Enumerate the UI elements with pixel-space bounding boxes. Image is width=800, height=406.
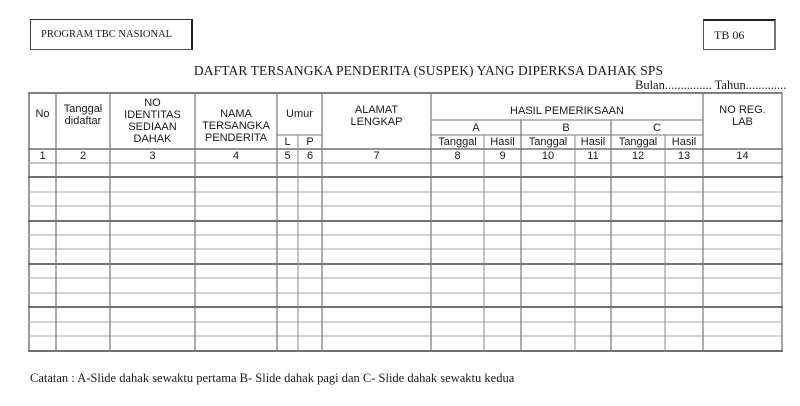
table-cell[interactable]	[322, 221, 431, 235]
column-number-9: 9	[499, 150, 506, 162]
table-cell[interactable]	[431, 221, 484, 235]
table-cell[interactable]	[431, 322, 484, 336]
table-cell[interactable]	[611, 177, 665, 192]
table-cell[interactable]	[110, 278, 195, 293]
column-number-13: 13	[677, 150, 691, 162]
table-cell[interactable]	[611, 235, 665, 249]
table-cell[interactable]	[665, 221, 703, 235]
table-cell[interactable]	[195, 322, 277, 336]
table-cell[interactable]	[195, 264, 277, 278]
table-cell[interactable]	[110, 163, 195, 177]
table-cell[interactable]	[56, 278, 110, 293]
table-cell[interactable]	[322, 235, 431, 249]
table-cell[interactable]	[575, 163, 611, 177]
table-cell[interactable]	[575, 221, 611, 235]
table-cell[interactable]	[195, 336, 277, 351]
column-number-14: 14	[736, 150, 749, 162]
table-cell[interactable]	[665, 307, 703, 322]
column-number-8: 8	[454, 150, 461, 162]
col-header-no-reg-lab: NO REG. LAB	[719, 104, 766, 128]
column-number-10: 10	[541, 150, 555, 162]
table-cell[interactable]	[298, 235, 322, 249]
table-cell[interactable]	[322, 322, 431, 336]
col-header-tanggal-a: Tanggal	[438, 136, 477, 148]
table-cell[interactable]	[298, 322, 322, 336]
table-cell[interactable]	[665, 163, 703, 177]
table-cell[interactable]	[484, 192, 521, 206]
table-cell[interactable]	[484, 221, 521, 235]
table-cell[interactable]	[703, 163, 782, 177]
table-cell[interactable]	[322, 264, 431, 278]
table-cell[interactable]	[298, 206, 322, 221]
table-cell[interactable]	[56, 235, 110, 249]
table-cell[interactable]	[277, 249, 298, 264]
col-header-nama: NAMA TERSANGKA PENDERITA	[202, 108, 270, 144]
table-cell[interactable]	[29, 249, 56, 264]
table-cell[interactable]	[575, 235, 611, 249]
table-cell[interactable]	[611, 206, 665, 221]
table-cell[interactable]	[277, 307, 298, 322]
table-cell[interactable]	[29, 235, 56, 249]
col-header-group-b: B	[562, 121, 570, 134]
period-fields[interactable]: Bulan............... Tahun.............	[635, 78, 787, 92]
table-cell[interactable]	[431, 264, 484, 278]
table-cell[interactable]	[322, 278, 431, 293]
table-cell[interactable]	[56, 163, 110, 177]
table-cell[interactable]	[521, 192, 575, 206]
table-cell[interactable]	[322, 192, 431, 206]
table-cell[interactable]	[611, 163, 665, 177]
col-header-alamat: ALAMAT LENGKAP	[350, 104, 403, 128]
table-cell[interactable]	[277, 177, 298, 192]
table-cell[interactable]	[703, 221, 782, 235]
col-header-umur-l: L	[284, 136, 291, 148]
table-cell[interactable]	[665, 293, 703, 307]
table-cell[interactable]	[195, 192, 277, 206]
table-cell[interactable]	[703, 249, 782, 264]
table-cell[interactable]	[611, 278, 665, 293]
table-cell[interactable]	[484, 264, 521, 278]
table-cell[interactable]	[56, 307, 110, 322]
col-header-tanggal-c: Tanggal	[618, 136, 658, 148]
table-cell[interactable]	[298, 293, 322, 307]
table-cell[interactable]	[484, 293, 521, 307]
table-cell[interactable]	[110, 307, 195, 322]
table-cell[interactable]	[298, 278, 322, 293]
col-header-hasil-c: Hasil	[671, 136, 697, 148]
table-cell[interactable]	[484, 249, 521, 264]
table-cell[interactable]	[611, 264, 665, 278]
table-cell[interactable]	[521, 249, 575, 264]
column-number-6: 6	[306, 150, 314, 162]
table-cell[interactable]	[56, 177, 110, 192]
table-cell[interactable]	[431, 206, 484, 221]
col-header-group-c: C	[653, 121, 661, 134]
col-header-hasil-pemeriksaan: HASIL PEMERIKSAAN	[510, 104, 624, 117]
table-cell[interactable]	[29, 322, 56, 336]
table-cell[interactable]	[110, 177, 195, 192]
table-cell[interactable]	[298, 221, 322, 235]
table-cell[interactable]	[521, 235, 575, 249]
table-cell[interactable]	[110, 264, 195, 278]
table-cell[interactable]	[665, 322, 703, 336]
table-cell[interactable]	[56, 264, 110, 278]
table-cell[interactable]	[521, 278, 575, 293]
table-cell[interactable]	[575, 249, 611, 264]
table-cell[interactable]	[110, 192, 195, 206]
table-cell[interactable]	[431, 177, 484, 192]
table-cell[interactable]	[484, 206, 521, 221]
table-cell[interactable]	[611, 249, 665, 264]
table-cell[interactable]	[110, 249, 195, 264]
col-header-tanggal-didaftar: Tanggal didaftar	[63, 103, 103, 127]
table-cell[interactable]	[56, 293, 110, 307]
table-cell[interactable]	[611, 307, 665, 322]
table-cell[interactable]	[277, 336, 298, 351]
table-cell[interactable]	[29, 192, 56, 206]
table-cell[interactable]	[521, 336, 575, 351]
table-cell[interactable]	[277, 264, 298, 278]
table-cell[interactable]	[484, 336, 521, 351]
table-cell[interactable]	[431, 336, 484, 351]
table-cell[interactable]	[195, 206, 277, 221]
table-cell[interactable]	[703, 235, 782, 249]
table-cell[interactable]	[298, 192, 322, 206]
column-number-12: 12	[631, 150, 645, 162]
table-cell[interactable]	[277, 206, 298, 221]
table-cell[interactable]	[575, 307, 611, 322]
table-cell[interactable]	[195, 307, 277, 322]
col-header-group-a: A	[472, 121, 480, 134]
table-cell[interactable]	[431, 192, 484, 206]
table-cell[interactable]	[110, 336, 195, 351]
table-cell[interactable]	[703, 336, 782, 351]
col-header-umur: Umur	[286, 108, 313, 120]
form-title: DAFTAR TERSANGKA PENDERITA (SUSPEK) YANG DIPERKSA DAHAK SPS	[193, 63, 664, 78]
column-number-3: 3	[149, 150, 156, 162]
table-cell[interactable]	[665, 177, 703, 192]
table-cell[interactable]	[195, 177, 277, 192]
table-cell[interactable]	[665, 278, 703, 293]
table-cell[interactable]	[484, 235, 521, 249]
table-cell[interactable]	[431, 293, 484, 307]
table-cell[interactable]	[29, 177, 56, 192]
table-cell[interactable]	[575, 177, 611, 192]
table-cell[interactable]	[665, 336, 703, 351]
table-cell[interactable]	[298, 264, 322, 278]
table-cell[interactable]	[431, 278, 484, 293]
table-cell[interactable]	[110, 293, 195, 307]
table-cell[interactable]	[195, 293, 277, 307]
table-cell[interactable]	[521, 177, 575, 192]
table-cell[interactable]	[703, 293, 782, 307]
program-label: PROGRAM TBC NASIONAL	[41, 29, 173, 40]
table-cell[interactable]	[195, 249, 277, 264]
table-cell[interactable]	[29, 264, 56, 278]
table-cell[interactable]	[521, 322, 575, 336]
table-cell[interactable]	[575, 264, 611, 278]
table-cell[interactable]	[484, 322, 521, 336]
col-header-no: No	[35, 108, 50, 120]
table-cell[interactable]	[29, 163, 56, 177]
table-cell[interactable]	[521, 264, 575, 278]
table-cell[interactable]	[29, 278, 56, 293]
table-cell[interactable]	[611, 336, 665, 351]
table-cell[interactable]	[665, 249, 703, 264]
table-cell[interactable]	[110, 322, 195, 336]
column-number-2: 2	[79, 150, 87, 162]
col-header-hasil-a: Hasil	[490, 136, 515, 148]
table-cell[interactable]	[298, 336, 322, 351]
column-number-4: 4	[232, 150, 240, 162]
table-cell[interactable]	[195, 221, 277, 235]
table-cell[interactable]	[29, 307, 56, 322]
table-cell[interactable]	[110, 206, 195, 221]
table-cell[interactable]	[298, 163, 322, 177]
table-cell[interactable]	[665, 192, 703, 206]
table-cell[interactable]	[611, 293, 665, 307]
table-cell[interactable]	[484, 163, 521, 177]
table-cell[interactable]	[431, 249, 484, 264]
table-cell[interactable]	[703, 307, 782, 322]
table-cell[interactable]	[431, 307, 484, 322]
table-cell[interactable]	[195, 163, 277, 177]
table-cell[interactable]	[431, 235, 484, 249]
table-cell[interactable]	[484, 307, 521, 322]
table-cell[interactable]	[521, 293, 575, 307]
table-cell[interactable]	[29, 336, 56, 351]
table-cell[interactable]	[521, 221, 575, 235]
table-cell[interactable]	[611, 192, 665, 206]
table-cell[interactable]	[611, 221, 665, 235]
table-cell[interactable]	[322, 307, 431, 322]
table-cell[interactable]	[56, 249, 110, 264]
table-cell[interactable]	[29, 221, 56, 235]
table-cell[interactable]	[322, 163, 431, 177]
table-cell[interactable]	[277, 221, 298, 235]
table-cell[interactable]	[665, 264, 703, 278]
table-cell[interactable]	[575, 336, 611, 351]
col-header-no-identitas: NO IDENTITAS SEDIAAN DAHAK	[124, 97, 181, 145]
table-cell[interactable]	[56, 221, 110, 235]
table-cell[interactable]	[29, 206, 56, 221]
table-cell[interactable]	[29, 293, 56, 307]
table-cell[interactable]	[703, 278, 782, 293]
table-cell[interactable]	[665, 235, 703, 249]
table-cell[interactable]	[298, 307, 322, 322]
table-cell[interactable]	[575, 293, 611, 307]
table-cell[interactable]	[703, 264, 782, 278]
table-cell[interactable]	[110, 221, 195, 235]
table-cell[interactable]	[298, 177, 322, 192]
table-cell[interactable]	[56, 322, 110, 336]
table-cell[interactable]	[703, 192, 782, 206]
table-cell[interactable]	[277, 293, 298, 307]
table-cell[interactable]	[322, 206, 431, 221]
table-cell[interactable]	[521, 307, 575, 322]
table-cell[interactable]	[195, 235, 277, 249]
table-cell[interactable]	[322, 249, 431, 264]
table-cell[interactable]	[277, 235, 298, 249]
table-cell[interactable]	[575, 322, 611, 336]
table-cell[interactable]	[521, 163, 575, 177]
table-cell[interactable]	[277, 163, 298, 177]
table-cell[interactable]	[575, 192, 611, 206]
table-cell[interactable]	[665, 206, 703, 221]
table-cell[interactable]	[703, 177, 782, 192]
table-cell[interactable]	[277, 192, 298, 206]
form-code: TB 06	[714, 27, 745, 42]
table-cell[interactable]	[575, 206, 611, 221]
col-header-hasil-b: Hasil	[580, 136, 606, 148]
table-cell[interactable]	[322, 177, 431, 192]
footnote: Catatan : A-Slide dahak sewaktu pertama B- Slide dahak pagi dan C- Slide dahak sewaktu kedua	[30, 371, 515, 385]
table-cell[interactable]	[195, 278, 277, 293]
column-number-11: 11	[587, 150, 599, 162]
table-cell[interactable]	[110, 235, 195, 249]
column-number-1: 1	[39, 150, 46, 162]
table-cell[interactable]	[611, 322, 665, 336]
table-cell[interactable]	[277, 322, 298, 336]
table-cell[interactable]	[575, 278, 611, 293]
table-cell[interactable]	[56, 336, 110, 351]
table-cell[interactable]	[431, 163, 484, 177]
column-number-7: 7	[373, 150, 380, 162]
table-cell[interactable]	[277, 278, 298, 293]
table-cell[interactable]	[521, 206, 575, 221]
table-cell[interactable]	[703, 206, 782, 221]
table-cell[interactable]	[298, 249, 322, 264]
table-cell[interactable]	[703, 322, 782, 336]
col-header-tanggal-b: Tanggal	[528, 136, 568, 148]
table-cell[interactable]	[484, 177, 521, 192]
table-cell[interactable]	[322, 293, 431, 307]
table-cell[interactable]	[484, 278, 521, 293]
table-cell[interactable]	[56, 192, 110, 206]
table-cell[interactable]	[56, 206, 110, 221]
column-number-5: 5	[284, 150, 291, 162]
col-header-umur-p: P	[306, 136, 314, 148]
table-cell[interactable]	[322, 336, 431, 351]
